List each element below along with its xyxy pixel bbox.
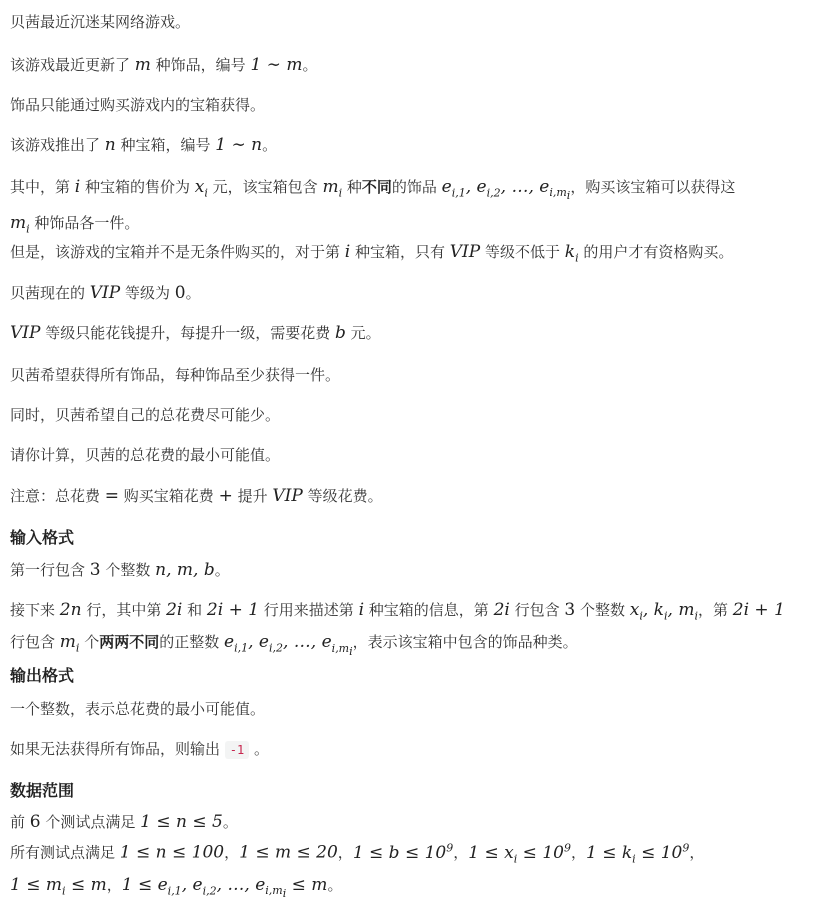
text: 个 <box>79 633 100 652</box>
text: ，购买该宝箱可以获得这 <box>570 178 736 196</box>
paragraph-vip-level: 贝茜现在的 VIP 等级为 0。 <box>10 283 201 303</box>
math-vip: VIP <box>272 486 303 506</box>
text: 第一行包含 <box>10 561 90 579</box>
math-six: 6 <box>29 812 41 832</box>
paragraph-intro <box>10 9 822 35</box>
paragraph-boxes-only <box>10 92 822 118</box>
text: 行包含 <box>10 633 60 652</box>
text: 种宝箱，只有 <box>350 243 450 261</box>
math-mi: $m_i$ <box>10 212 30 235</box>
text: 。 <box>249 740 270 758</box>
math-2n: 2n <box>59 600 82 620</box>
text: 但是，该游戏的宝箱并不是无条件购买的，对于第 <box>10 243 345 261</box>
text: 行用来描述第 <box>259 601 359 619</box>
text: 个整数 <box>575 601 630 619</box>
paragraph-minimize <box>10 402 822 428</box>
math-i: i <box>344 242 351 262</box>
math-2i-plus-1: 2i + 1 <box>206 600 260 620</box>
text: 元，该宝箱包含 <box>207 178 323 196</box>
paragraph-box-detail <box>10 174 822 242</box>
math-plus: + <box>218 486 233 506</box>
math-nmb: n, m, b <box>155 560 215 580</box>
math-i: i <box>358 600 365 620</box>
text: 该游戏推出了 <box>10 136 105 154</box>
text: 种饰品，编号 <box>150 56 251 74</box>
math-b: b <box>334 323 346 343</box>
text: 所有测试点满足 <box>10 843 120 862</box>
text: 贝茜最近沉迷某网络游戏。 <box>10 13 191 31</box>
paragraph-vip-cost <box>10 320 822 346</box>
math-mi: $m_i$ <box>59 632 80 655</box>
bold-text: 两两不同 <box>99 633 160 652</box>
math-e-range: $1 \le e_{i,1}$, $e_{i,2}$, …, $e_{i,m_i} \le m$ <box>121 875 328 901</box>
text: 种 <box>342 178 362 196</box>
text: 的用户才有资格购买。 <box>578 243 734 261</box>
input-line-2 <box>10 597 822 665</box>
text: 种宝箱的信息，第 <box>364 601 494 619</box>
text: 行，其中第 <box>81 601 167 619</box>
math-mi-range: $1 \le m_i \le m$ <box>10 875 107 898</box>
math-mi: $m_i$ <box>322 177 343 200</box>
math-three: 3 <box>564 600 576 620</box>
text: 种饰品各一件。 <box>29 213 140 232</box>
text: 其中，第 <box>10 178 75 196</box>
text: 请你计算，贝茜的总花费的最小可能值。 <box>10 446 281 464</box>
text: ，表示该宝箱中包含的饰品种类。 <box>352 633 578 652</box>
math-xkm: $x_i$, $k_i$, $m_i$ <box>629 600 698 623</box>
output-line-1 <box>10 696 822 722</box>
math-range-small: 1 ≤ n ≤ 5 <box>140 812 223 832</box>
math-n: n <box>104 135 116 155</box>
text: 饰品只能通过购买游戏内的宝箱获得。 <box>10 96 266 114</box>
text: 该游戏最近更新了 <box>10 56 135 74</box>
text: 购买宝箱花费 <box>119 487 219 505</box>
math-eq: = <box>104 486 120 506</box>
text: 前 <box>10 813 30 831</box>
text: 元。 <box>345 324 381 342</box>
math-i: i <box>74 177 81 197</box>
paragraph-items: 该游戏最近更新了 m 种饰品，编号 1 ∼ m。 <box>10 55 318 75</box>
paragraph-vip <box>10 239 822 271</box>
math-vip: VIP <box>449 242 481 262</box>
text: 等级只能花钱提升，每提升一级，需要花费 <box>40 324 335 342</box>
text: 个测试点满足 <box>40 813 141 831</box>
math-vip: VIP <box>10 323 41 343</box>
math-n-range: 1 ≤ n ≤ 100 <box>119 842 225 863</box>
range-line-1: 前 6 个测试点满足 1 ≤ n ≤ 5。 <box>10 812 238 832</box>
math-range: 1 ∼ m <box>250 55 303 75</box>
math-m: m <box>134 55 151 75</box>
paragraph-goal <box>10 362 822 388</box>
text: 行包含 <box>509 601 565 619</box>
math-2i-plus-1: 2i + 1 <box>732 600 785 620</box>
text: 种宝箱的售价为 <box>80 178 195 196</box>
text: 个整数 <box>100 561 156 579</box>
heading-data-range: 数据范围 <box>10 781 75 800</box>
text: 的正整数 <box>159 633 225 652</box>
paragraph-compute <box>10 442 822 468</box>
math-2i: 2i <box>166 600 183 620</box>
output-line-2 <box>10 736 822 763</box>
math-2i: 2i <box>493 600 510 620</box>
text: ，第 <box>697 601 733 619</box>
text: 贝茜希望获得所有饰品，每种饰品至少获得一件。 <box>10 366 341 384</box>
math-e-list: $e_{i,1}$, $e_{i,2}$, …, $e_{i,m_i}$ <box>224 632 353 658</box>
math-b-range: $1 \le b \le 10^9$ <box>352 841 454 863</box>
text: 等级不低于 <box>480 243 565 261</box>
paragraph-boxes: 该游戏推出了 n 种宝箱，编号 1 ∼ n。 <box>10 135 278 155</box>
math-ki: $k_i$ <box>564 242 579 265</box>
math-xi: $x_i$ <box>194 177 208 200</box>
code-inline: -1 <box>225 741 249 759</box>
range-line-2: 所有测试点满足 1 ≤ n ≤ 100，1 ≤ m ≤ 20，$1 \le b \le 10^9$，$1 \le x_i \le 10^9$，$1 \le k_i \le 10^9$， $1 \le m_i \le m$，$1 \le e_{i,1}$, $e_{i,2}$, …, $e_{i,m_i} \le m$。 <box>10 841 705 901</box>
text: 种宝箱，编号 <box>115 136 216 154</box>
heading-input-format: 输入格式 <box>10 528 75 547</box>
text: 注意：总花费 <box>10 487 105 505</box>
math-zero: 0 <box>174 283 186 303</box>
heading-output-format: 输出格式 <box>10 666 75 685</box>
paragraph-note <box>10 483 822 509</box>
text: 的饰品 <box>391 178 442 196</box>
text: 提升 <box>232 487 273 505</box>
text: 和 <box>182 601 207 619</box>
input-line-1: 第一行包含 3 个整数 n, m, b。 <box>10 560 230 580</box>
text: 等级花费。 <box>302 487 383 505</box>
math-e-list: $e_{i,1}$, $e_{i,2}$, …, $e_{i,m_i}$ <box>441 177 571 203</box>
math-vip: VIP <box>89 283 121 303</box>
math-k-range: $1 \le k_i \le 10^9$ <box>585 841 690 866</box>
bold-text: 不同 <box>361 178 392 196</box>
text: 同时，贝茜希望自己的总花费尽可能少。 <box>10 406 281 424</box>
math-m-range: 1 ≤ m ≤ 20 <box>239 842 338 863</box>
text: 贝茜现在的 <box>10 284 90 302</box>
text: 如果无法获得所有饰品，则输出 <box>10 740 225 758</box>
math-x-range: $1 \le x_i \le 10^9$ <box>468 841 571 866</box>
math-three: 3 <box>89 560 101 580</box>
text: 一个整数，表示总花费的最小可能值。 <box>10 700 266 718</box>
text: 接下来 <box>10 601 60 619</box>
text: 等级为 <box>120 284 175 302</box>
math-range: 1 ∼ n <box>215 135 263 155</box>
